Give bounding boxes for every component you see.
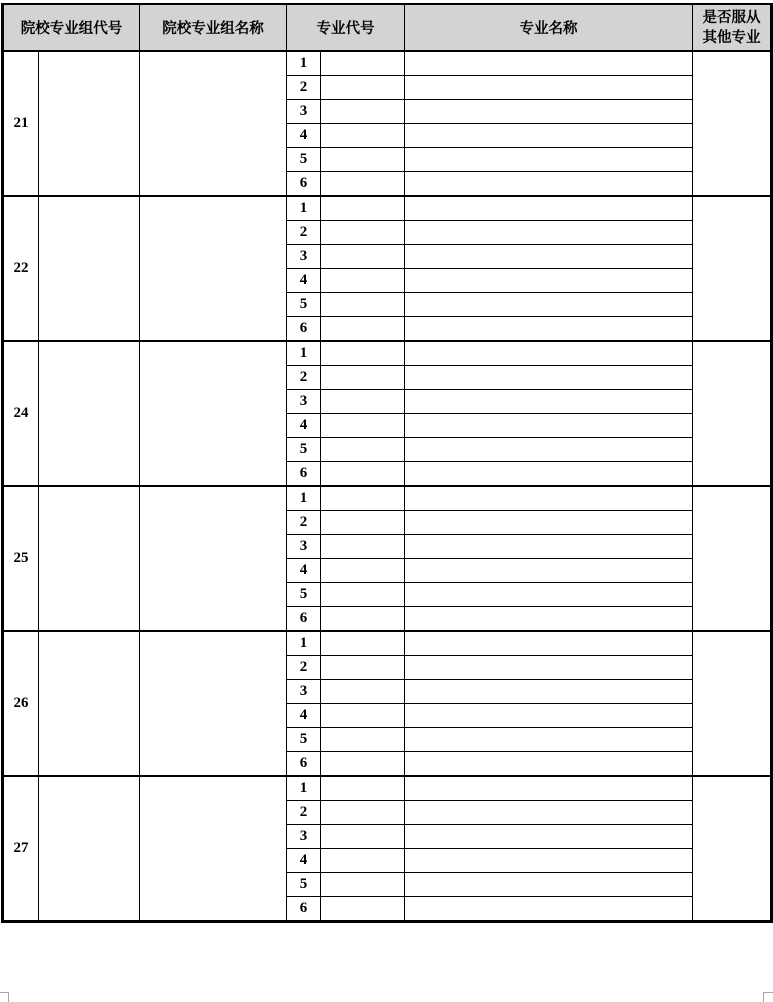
major-code-blank-cell[interactable] (321, 172, 405, 197)
group-number-cell: 25 (3, 486, 39, 631)
page-margin-mark-left (0, 992, 9, 1002)
major-index-cell: 3 (287, 535, 321, 559)
major-index-cell: 4 (287, 124, 321, 148)
major-code-blank-cell[interactable] (321, 100, 405, 124)
major-name-blank-cell[interactable] (405, 390, 693, 414)
group-code-blank-cell[interactable] (39, 776, 140, 922)
major-code-blank-cell[interactable] (321, 728, 405, 752)
form-row (3, 51, 772, 76)
major-name-blank-cell[interactable] (405, 535, 693, 559)
group-name-blank-cell[interactable] (140, 51, 287, 196)
major-code-blank-cell[interactable] (321, 776, 405, 801)
group-number-cell: 27 (3, 776, 39, 922)
major-index-cell: 6 (287, 752, 321, 777)
major-name-blank-cell[interactable] (405, 269, 693, 293)
major-index-cell: 1 (287, 776, 321, 801)
major-index-cell: 3 (287, 390, 321, 414)
major-name-blank-cell[interactable] (405, 631, 693, 656)
major-index-cell: 2 (287, 801, 321, 825)
major-name-blank-cell[interactable] (405, 776, 693, 801)
header-obey-line2: 其他专业 (702, 29, 761, 46)
major-code-blank-cell[interactable] (321, 293, 405, 317)
major-index-cell: 2 (287, 511, 321, 535)
major-index-cell: 1 (287, 196, 321, 221)
major-name-blank-cell[interactable] (405, 414, 693, 438)
major-index-cell: 4 (287, 414, 321, 438)
major-name-blank-cell[interactable] (405, 366, 693, 390)
major-index-cell: 2 (287, 221, 321, 245)
major-name-blank-cell[interactable] (405, 293, 693, 317)
major-name-blank-cell[interactable] (405, 704, 693, 728)
major-name-blank-cell[interactable] (405, 317, 693, 342)
major-code-blank-cell[interactable] (321, 414, 405, 438)
form-row (3, 776, 772, 801)
major-name-blank-cell[interactable] (405, 438, 693, 462)
major-code-blank-cell[interactable] (321, 245, 405, 269)
group-number-cell: 21 (3, 51, 39, 196)
major-code-blank-cell[interactable] (321, 366, 405, 390)
major-name-blank-cell[interactable] (405, 752, 693, 777)
major-index-cell: 3 (287, 100, 321, 124)
major-code-blank-cell[interactable] (321, 631, 405, 656)
major-name-blank-cell[interactable] (405, 583, 693, 607)
page-margin-mark-right (763, 992, 773, 1002)
header-obey-other-majors (693, 4, 772, 51)
major-index-cell: 1 (287, 51, 321, 76)
major-name-blank-cell[interactable] (405, 341, 693, 366)
obey-other-majors-blank-cell[interactable] (693, 51, 772, 196)
major-code-blank-cell[interactable] (321, 51, 405, 76)
major-name-blank-cell[interactable] (405, 462, 693, 487)
volunteer-form-table (1, 3, 773, 923)
major-code-blank-cell[interactable] (321, 221, 405, 245)
major-code-blank-cell[interactable] (321, 196, 405, 221)
major-code-blank-cell[interactable] (321, 704, 405, 728)
major-code-blank-cell[interactable] (321, 680, 405, 704)
major-code-blank-cell[interactable] (321, 462, 405, 487)
major-index-cell: 5 (287, 873, 321, 897)
form-row (3, 631, 772, 656)
group-name-blank-cell[interactable] (140, 341, 287, 486)
major-name-blank-cell[interactable] (405, 221, 693, 245)
group-name-blank-cell[interactable] (140, 486, 287, 631)
major-name-blank-cell[interactable] (405, 801, 693, 825)
major-name-blank-cell[interactable] (405, 124, 693, 148)
obey-other-majors-blank-cell[interactable] (693, 486, 772, 631)
obey-other-majors-blank-cell[interactable] (693, 196, 772, 341)
major-index-cell: 6 (287, 607, 321, 632)
major-name-blank-cell[interactable] (405, 607, 693, 632)
major-index-cell: 5 (287, 583, 321, 607)
header-group-name: 院校专业组名称 (140, 4, 287, 51)
obey-other-majors-blank-cell[interactable] (693, 341, 772, 486)
group-code-blank-cell[interactable] (39, 631, 140, 776)
major-index-cell: 6 (287, 172, 321, 197)
header-major-name: 专业名称 (405, 4, 693, 51)
group-number-cell: 22 (3, 196, 39, 341)
major-index-cell: 1 (287, 631, 321, 656)
form-row (3, 486, 772, 511)
form-row (3, 341, 772, 366)
major-name-blank-cell[interactable] (405, 656, 693, 680)
major-index-cell: 2 (287, 656, 321, 680)
major-index-cell: 3 (287, 825, 321, 849)
major-name-blank-cell[interactable] (405, 100, 693, 124)
major-code-blank-cell[interactable] (321, 752, 405, 777)
major-code-blank-cell[interactable] (321, 825, 405, 849)
major-code-blank-cell[interactable] (321, 607, 405, 632)
group-code-blank-cell[interactable] (39, 196, 140, 341)
group-code-blank-cell[interactable] (39, 341, 140, 486)
major-index-cell: 6 (287, 317, 321, 342)
major-code-blank-cell[interactable] (321, 76, 405, 100)
major-index-cell: 5 (287, 148, 321, 172)
obey-other-majors-blank-cell[interactable] (693, 631, 772, 776)
form-row (3, 196, 772, 221)
group-name-blank-cell[interactable] (140, 776, 287, 922)
major-name-blank-cell[interactable] (405, 873, 693, 897)
major-code-blank-cell[interactable] (321, 390, 405, 414)
major-name-blank-cell[interactable] (405, 51, 693, 76)
major-code-blank-cell[interactable] (321, 849, 405, 873)
major-index-cell: 1 (287, 341, 321, 366)
major-index-cell: 3 (287, 245, 321, 269)
major-name-blank-cell[interactable] (405, 76, 693, 100)
major-name-blank-cell[interactable] (405, 559, 693, 583)
major-index-cell: 4 (287, 269, 321, 293)
major-code-blank-cell[interactable] (321, 124, 405, 148)
group-name-blank-cell[interactable] (140, 631, 287, 776)
major-code-blank-cell[interactable] (321, 148, 405, 172)
major-code-blank-cell[interactable] (321, 486, 405, 511)
major-code-blank-cell[interactable] (321, 438, 405, 462)
major-index-cell: 3 (287, 680, 321, 704)
major-index-cell: 5 (287, 438, 321, 462)
major-code-blank-cell[interactable] (321, 583, 405, 607)
major-name-blank-cell[interactable] (405, 245, 693, 269)
major-code-blank-cell[interactable] (321, 341, 405, 366)
header-row (3, 4, 772, 51)
major-name-blank-cell[interactable] (405, 728, 693, 752)
major-name-blank-cell[interactable] (405, 172, 693, 197)
major-index-cell: 5 (287, 728, 321, 752)
major-index-cell: 4 (287, 559, 321, 583)
major-name-blank-cell[interactable] (405, 511, 693, 535)
major-index-cell: 4 (287, 704, 321, 728)
major-index-cell: 6 (287, 462, 321, 487)
major-code-blank-cell[interactable] (321, 269, 405, 293)
major-name-blank-cell[interactable] (405, 148, 693, 172)
major-name-blank-cell[interactable] (405, 486, 693, 511)
major-index-cell: 2 (287, 366, 321, 390)
group-number-cell: 24 (3, 341, 39, 486)
header-obey-line1: 是否服从 (702, 9, 761, 26)
obey-other-majors-blank-cell[interactable] (693, 776, 772, 922)
major-code-blank-cell[interactable] (321, 559, 405, 583)
header-group-code: 院校专业组代号 (3, 4, 140, 51)
major-code-blank-cell[interactable] (321, 801, 405, 825)
major-index-cell: 6 (287, 897, 321, 922)
major-code-blank-cell[interactable] (321, 897, 405, 922)
major-name-blank-cell[interactable] (405, 897, 693, 922)
major-index-cell: 2 (287, 76, 321, 100)
major-name-blank-cell[interactable] (405, 196, 693, 221)
major-index-cell: 5 (287, 293, 321, 317)
major-code-blank-cell[interactable] (321, 317, 405, 342)
major-code-blank-cell[interactable] (321, 535, 405, 559)
major-code-blank-cell[interactable] (321, 511, 405, 535)
major-code-blank-cell[interactable] (321, 873, 405, 897)
major-name-blank-cell[interactable] (405, 825, 693, 849)
group-number-cell: 26 (3, 631, 39, 776)
group-name-blank-cell[interactable] (140, 196, 287, 341)
group-code-blank-cell[interactable] (39, 51, 140, 196)
major-code-blank-cell[interactable] (321, 656, 405, 680)
major-name-blank-cell[interactable] (405, 849, 693, 873)
major-index-cell: 1 (287, 486, 321, 511)
header-major-code: 专业代号 (287, 4, 405, 51)
major-index-cell: 4 (287, 849, 321, 873)
group-code-blank-cell[interactable] (39, 486, 140, 631)
major-name-blank-cell[interactable] (405, 680, 693, 704)
